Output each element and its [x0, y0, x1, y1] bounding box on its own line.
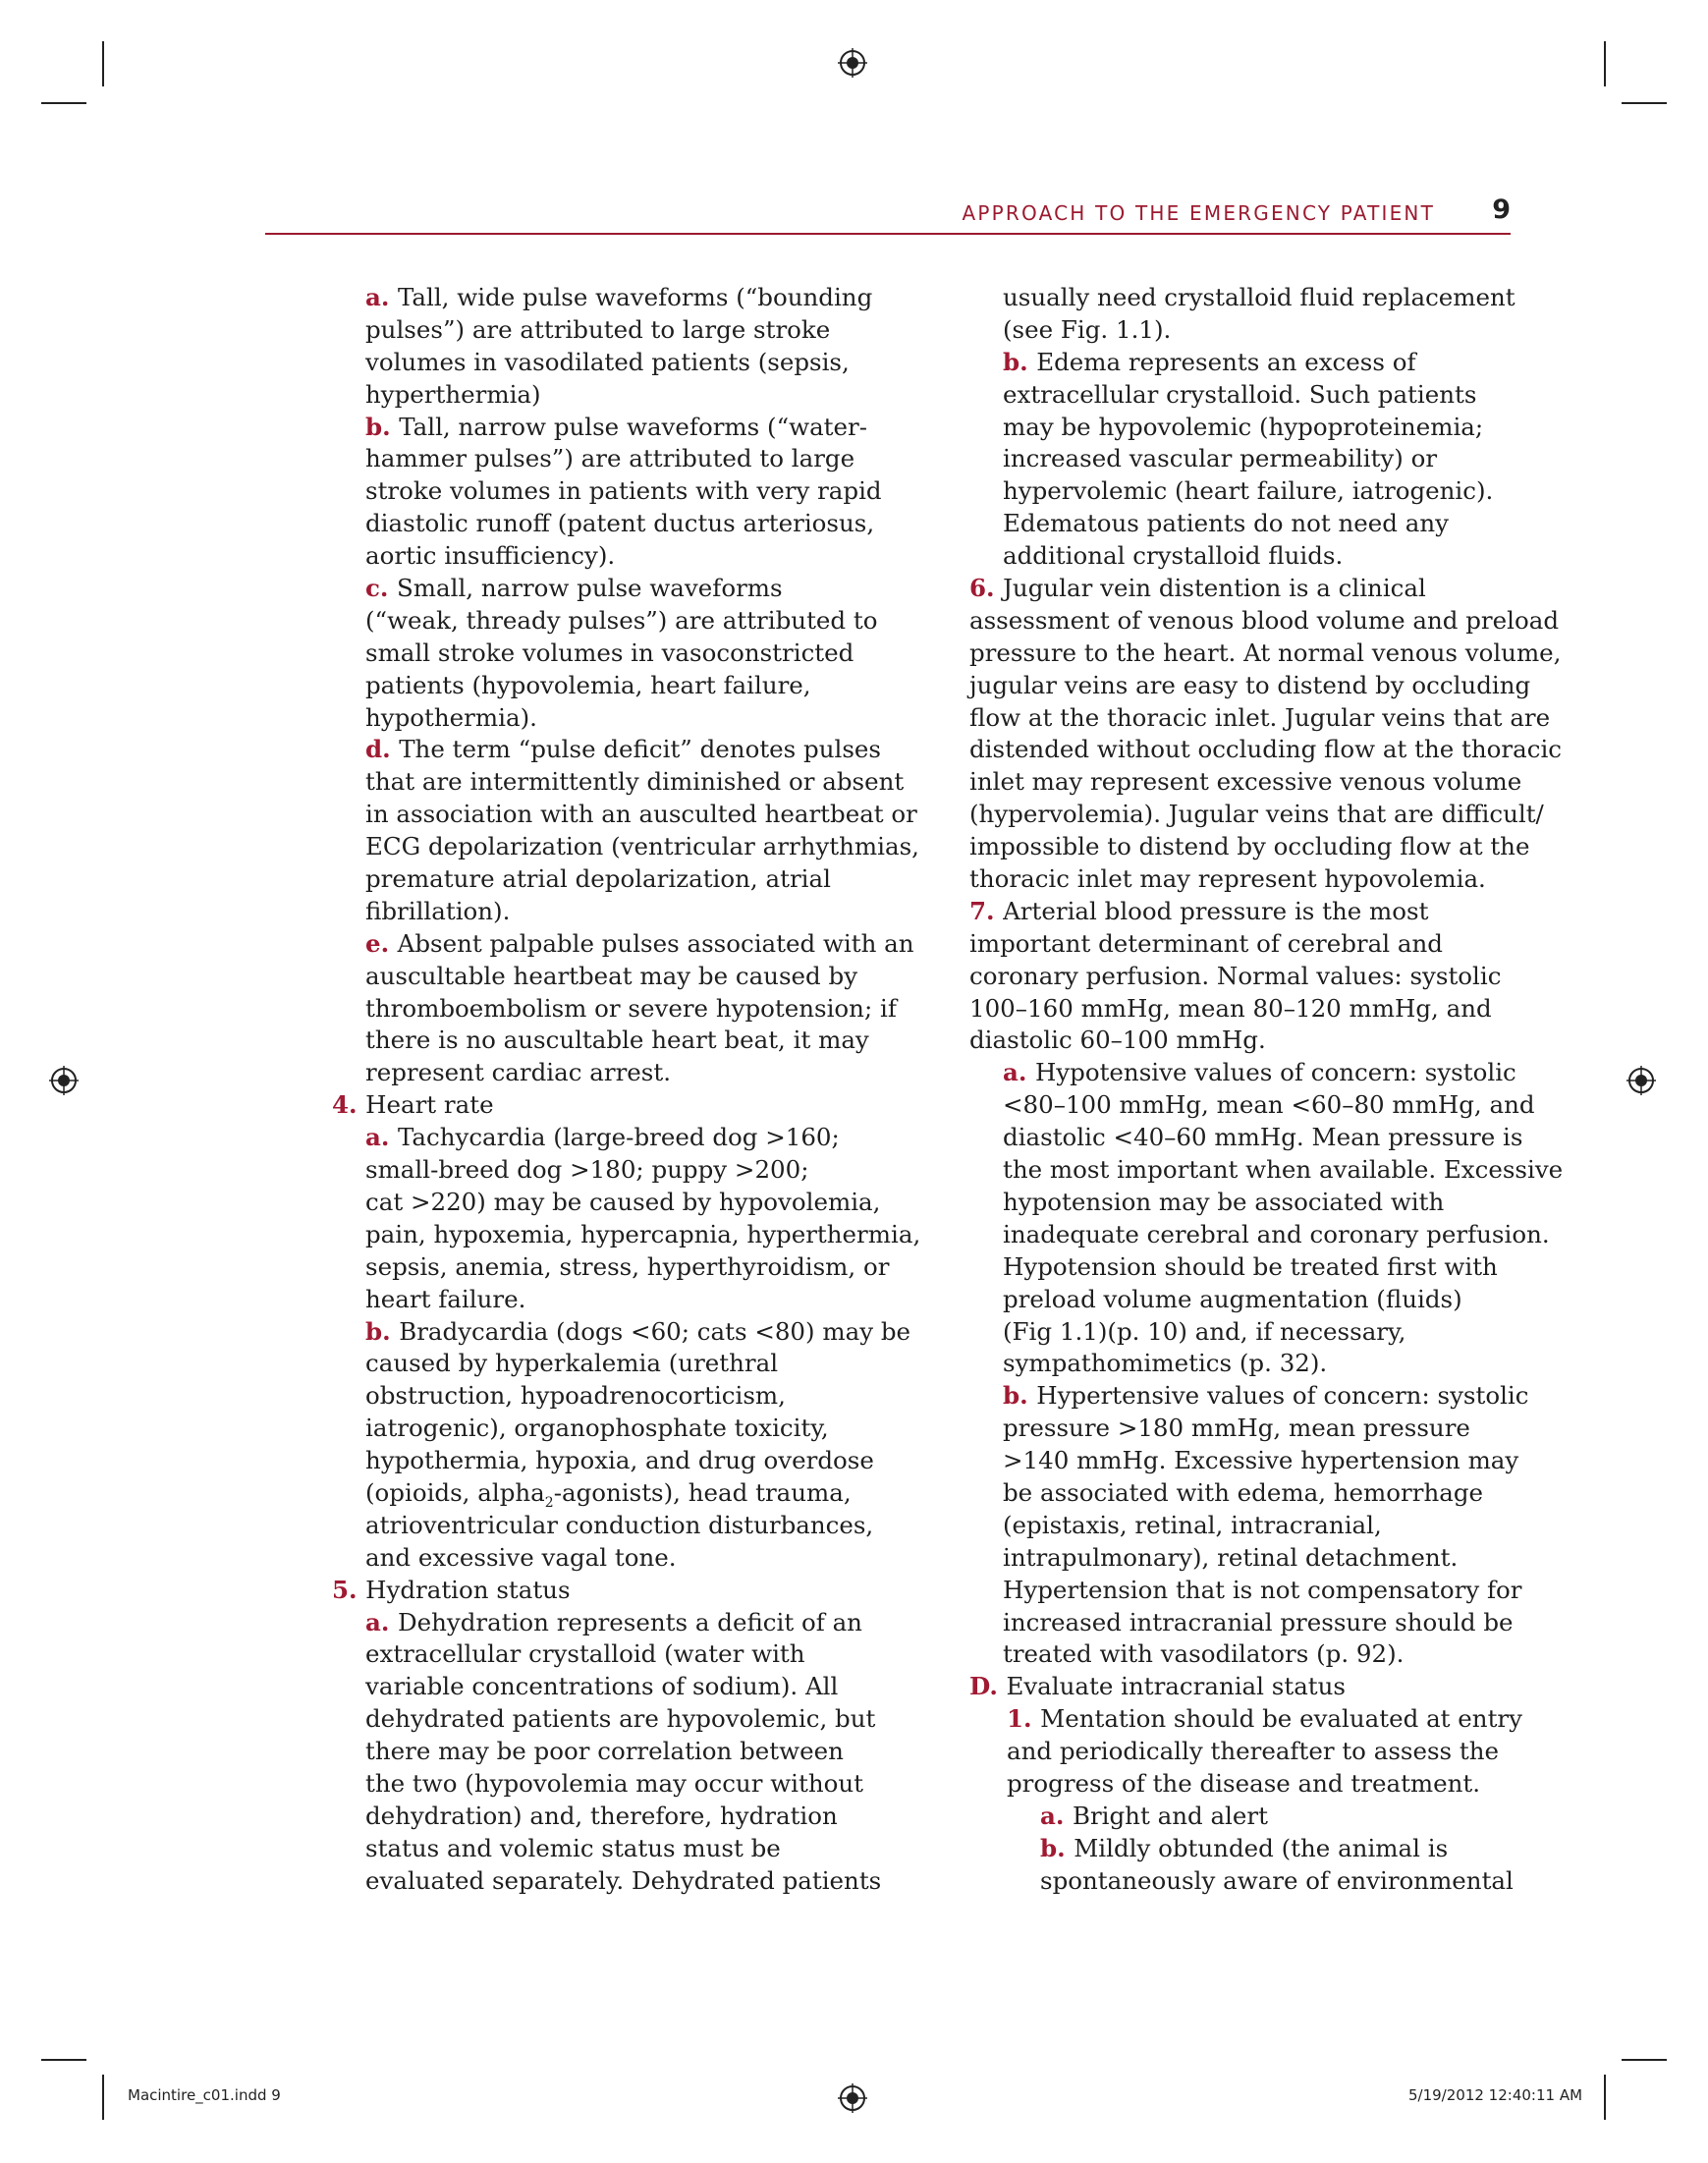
line-text: Hypotension should be treated first with [1003, 1251, 1498, 1281]
text-line [332, 1187, 920, 1219]
line-text: distended without occluding flow at the thoracic [969, 735, 1563, 764]
text-line [332, 1348, 920, 1380]
line-text: Bright and alert [1072, 1801, 1268, 1830]
right-column [969, 282, 1563, 1898]
line-text: be associated with edema, hemorrhage [1003, 1477, 1484, 1507]
crop-mark [102, 41, 104, 86]
list-label: a. [1040, 1801, 1073, 1830]
line-text: small-breed dog >180; puppy >200; [365, 1155, 809, 1185]
text-line [332, 702, 920, 735]
text-line [969, 1284, 1563, 1316]
line-text: Mentation should be evaluated at entry [1040, 1704, 1522, 1734]
line-text: premature atrial depolarization, atrial [365, 864, 831, 894]
text-line [332, 1284, 920, 1316]
list-label: b. [1040, 1833, 1074, 1862]
line-text: pulses”) are attributed to large stroke [365, 314, 831, 344]
line-text: the most important when available. Excessive [1003, 1155, 1564, 1185]
line-text: thromboembolism or severe hypotension; if [365, 993, 897, 1023]
registration-mark-icon [838, 48, 867, 78]
line-text: Tall, wide pulse waveforms (“bounding [397, 283, 873, 311]
line-text: jugular veins are easy to distend by occluding [969, 670, 1531, 699]
text-line [332, 1445, 920, 1477]
text-line [969, 1703, 1563, 1736]
line-text: Tall, narrow pulse waveforms (“water- [399, 412, 868, 441]
text-line [969, 540, 1563, 573]
line-text: stroke volumes in patients with very rapid [365, 476, 882, 506]
crop-mark [41, 102, 86, 104]
text-line [969, 1801, 1563, 1833]
text-line [332, 605, 920, 638]
text-line [332, 1477, 920, 1510]
line-text: Hypertension that is not compensatory for [1003, 1575, 1522, 1604]
text-line [969, 670, 1563, 702]
list-label: c. [365, 574, 397, 603]
crop-mark [1604, 2075, 1606, 2120]
text-line [969, 1445, 1563, 1477]
text-line [332, 1089, 920, 1122]
line-text: Absent palpable pulses associated with an [397, 928, 914, 958]
text-line [332, 1219, 920, 1251]
crop-mark [1622, 102, 1667, 104]
line-text: increased vascular permeability) or [1003, 444, 1438, 473]
text-line [969, 638, 1563, 670]
line-text: diastolic <40–60 mmHg. Mean pressure is [1003, 1123, 1523, 1152]
line-text: (“weak, thready pulses”) are attributed to [365, 605, 878, 635]
line-text: (Fig 1.1)(p. 10) and, if necessary, [1003, 1316, 1406, 1346]
crop-mark [1604, 41, 1606, 86]
line-text: -agonists), head trauma, [553, 1477, 852, 1507]
text-line [332, 1542, 920, 1575]
text-line [969, 1542, 1563, 1575]
crop-mark [1622, 2059, 1667, 2061]
line-text: hypervolemic (heart failure, iatrogenic). [1003, 476, 1494, 506]
text-line [332, 1025, 920, 1057]
text-line [969, 1089, 1563, 1122]
list-label: 1. [1007, 1704, 1041, 1734]
text-line [969, 314, 1563, 347]
text-line [969, 1154, 1563, 1187]
text-line [969, 1736, 1563, 1768]
line-text: pressure to the heart. At normal venous volume, [969, 638, 1562, 667]
line-text: hammer pulses”) are attributed to large [365, 444, 855, 473]
list-label: D. [969, 1672, 1007, 1701]
line-text: preload volume augmentation (fluids) [1003, 1284, 1462, 1313]
line-text: caused by hyperkalemia (urethral [365, 1349, 779, 1378]
text-line [969, 1316, 1563, 1349]
line-text: variable concentrations of sodium). All [365, 1672, 839, 1701]
line-text: impossible to distend by occluding flow at the [969, 832, 1530, 861]
line-text: Hydration status [365, 1575, 571, 1604]
text-line [969, 702, 1563, 735]
text-line [969, 347, 1563, 379]
line-text: dehydrated patients are hypovolemic, but [365, 1704, 876, 1734]
text-line [332, 1801, 920, 1833]
text-line [332, 540, 920, 573]
line-text: intrapulmonary), retinal detachment. [1003, 1542, 1459, 1572]
line-text: atrioventricular conduction disturbances, [365, 1510, 874, 1539]
text-line [332, 475, 920, 508]
line-text: Dehydration represents a deficit of an [397, 1607, 862, 1636]
list-label: a. [365, 1607, 398, 1636]
line-text: the two (hypovolemia may occur without [365, 1768, 864, 1798]
line-text: (see Fig. 1.1). [1003, 314, 1172, 344]
text-line [969, 896, 1563, 928]
text-line [969, 1833, 1563, 1865]
text-line [332, 314, 920, 347]
text-line [969, 1477, 1563, 1510]
text-line [332, 1413, 920, 1445]
text-line [969, 766, 1563, 799]
line-text: pain, hypoxemia, hypercapnia, hyperthermia, [365, 1219, 921, 1248]
text-line [969, 379, 1563, 412]
line-text: spontaneously aware of environmental [1040, 1865, 1514, 1895]
line-text: treated with vasodilators (p. 92). [1003, 1639, 1405, 1669]
text-line [969, 573, 1563, 605]
line-text: iatrogenic), organophosphate toxicity, [365, 1414, 829, 1443]
list-label: d. [365, 735, 400, 764]
text-line [332, 896, 920, 928]
text-line [969, 1671, 1563, 1703]
line-text: (epistaxis, retinal, intracranial, [1003, 1510, 1382, 1539]
text-line [969, 282, 1563, 314]
line-text: there may be poor correlation between [365, 1737, 844, 1766]
line-text: and excessive vagal tone. [365, 1542, 677, 1572]
text-line [969, 1380, 1563, 1413]
line-text: usually need crystalloid fluid replacement [1003, 283, 1515, 311]
text-line [332, 1768, 920, 1801]
line-text: inlet may represent excessive venous volume [969, 767, 1522, 797]
line-text: volumes in vasodilated patients (sepsis, [365, 347, 850, 376]
text-line [969, 1219, 1563, 1251]
text-line [969, 605, 1563, 638]
line-text: increased intracranial pressure should be [1003, 1607, 1514, 1636]
running-head-title: APPROACH TO THE EMERGENCY PATIENT [962, 201, 1435, 225]
line-text: small stroke volumes in vasoconstricted [365, 638, 854, 667]
line-text: pressure >180 mmHg, mean pressure [1003, 1414, 1470, 1443]
list-label: a. [365, 1123, 398, 1152]
line-text: The term “pulse deficit” denotes pulses [399, 735, 881, 764]
footer-timestamp: 5/19/2012 12:40:11 AM [1408, 2086, 1583, 2104]
text-line [332, 1316, 920, 1349]
text-line [332, 1671, 920, 1703]
line-text: heart failure. [365, 1284, 526, 1313]
line-text: Arterial blood pressure is the most [1003, 896, 1429, 925]
line-text: cat >220) may be caused by hypovolemia, [365, 1187, 881, 1216]
text-line [969, 1413, 1563, 1445]
text-line [969, 1187, 1563, 1219]
line-text: (opioids, alpha [365, 1477, 545, 1507]
text-line [969, 1025, 1563, 1057]
crop-mark [41, 2059, 86, 2061]
line-text: and periodically thereafter to assess the [1007, 1737, 1500, 1766]
text-line [969, 1865, 1563, 1898]
line-text: Mildly obtunded (the animal is [1074, 1833, 1449, 1862]
list-label: 6. [969, 574, 1004, 603]
line-text: evaluated separately. Dehydrated patients [365, 1865, 882, 1895]
crop-mark [102, 2075, 104, 2120]
text-line [969, 1348, 1563, 1380]
line-text: aortic insufficiency). [365, 541, 616, 571]
list-label: b. [365, 412, 400, 441]
text-line [969, 508, 1563, 540]
line-text: ECG depolarization (ventricular arrhythmias, [365, 832, 919, 861]
text-line [969, 993, 1563, 1026]
text-line [332, 1736, 920, 1768]
page-number: 9 [1492, 194, 1511, 225]
text-line [332, 670, 920, 702]
registration-mark-icon [49, 1066, 79, 1095]
text-line [969, 1057, 1563, 1089]
list-label: b. [365, 1316, 400, 1346]
text-line [969, 1607, 1563, 1639]
list-label: b. [1003, 1381, 1037, 1411]
line-text: progress of the disease and treatment. [1007, 1768, 1481, 1798]
line-text: additional crystalloid fluids. [1003, 541, 1344, 571]
list-label: b. [1003, 347, 1037, 376]
text-line [332, 573, 920, 605]
line-text: sepsis, anemia, stress, hyperthyroidism, or [365, 1251, 890, 1281]
text-line [969, 443, 1563, 475]
text-line [332, 831, 920, 863]
list-label: 5. [332, 1575, 366, 1604]
registration-mark-icon [1626, 1066, 1656, 1095]
line-text: sympathomimetics (p. 32). [1003, 1349, 1328, 1378]
list-label: a. [365, 283, 398, 311]
line-text: Heart rate [365, 1090, 494, 1120]
line-text: status and volemic status must be [365, 1833, 781, 1862]
text-line [332, 863, 920, 896]
line-text: extracellular crystalloid. Such patients [1003, 379, 1477, 409]
text-line [332, 734, 920, 766]
line-text: coronary perfusion. Normal values: systolic [969, 961, 1502, 990]
line-text: inadequate cerebral and coronary perfusion. [1003, 1219, 1550, 1248]
text-line [969, 1251, 1563, 1284]
line-text: Hypertensive values of concern: systolic [1036, 1381, 1529, 1411]
text-line [332, 1833, 920, 1865]
text-line [332, 1575, 920, 1607]
line-text: (hypervolemia). Jugular veins that are difficult/ [969, 800, 1544, 829]
line-text: flow at the thoracic inlet. Jugular veins that are [969, 702, 1551, 732]
text-line [332, 1251, 920, 1284]
list-label: e. [365, 928, 398, 958]
text-line [332, 1380, 920, 1413]
text-line [969, 1122, 1563, 1154]
registration-mark-icon [838, 2083, 867, 2113]
line-text: assessment of venous blood volume and preload [969, 605, 1559, 635]
line-text: thoracic inlet may represent hypovolemia. [969, 864, 1486, 894]
line-text: Small, narrow pulse waveforms [396, 574, 783, 603]
line-text: patients (hypovolemia, heart failure, [365, 670, 811, 699]
line-text: dehydration) and, therefore, hydration [365, 1801, 838, 1830]
line-text: >140 mmHg. Excessive hypertension may [1003, 1446, 1519, 1475]
running-head [265, 194, 1511, 235]
text-line [969, 799, 1563, 831]
text-line [969, 412, 1563, 444]
text-line [969, 928, 1563, 961]
text-line [332, 1607, 920, 1639]
text-line [332, 443, 920, 475]
text-line [332, 1510, 920, 1542]
text-line [332, 928, 920, 961]
text-line [969, 961, 1563, 993]
text-line [332, 766, 920, 799]
line-text: diastolic runoff (patent ductus arteriosus, [365, 509, 875, 538]
subscript: 2 [544, 1494, 554, 1511]
line-text: Evaluate intracranial status [1006, 1672, 1347, 1701]
text-line [332, 1122, 920, 1154]
text-line [969, 1575, 1563, 1607]
line-text: Edematous patients do not need any [1003, 509, 1449, 538]
text-line [969, 1510, 1563, 1542]
list-label: 7. [969, 896, 1004, 925]
line-text: hyperthermia) [365, 379, 541, 409]
text-line [332, 282, 920, 314]
text-line [332, 1057, 920, 1089]
line-text: may be hypovolemic (hypoproteinemia; [1003, 412, 1484, 441]
text-line [332, 993, 920, 1026]
line-text: Edema represents an excess of [1036, 347, 1416, 376]
list-label: 4. [332, 1090, 366, 1120]
left-column [332, 282, 920, 1898]
text-line [969, 734, 1563, 766]
text-line [332, 638, 920, 670]
line-text: hypothermia, hypoxia, and drug overdose [365, 1446, 874, 1475]
list-label: a. [1003, 1058, 1035, 1087]
line-text: fibrillation). [365, 896, 511, 925]
footer-file: Macintire_c01.indd 9 [128, 2086, 281, 2104]
text-line [332, 412, 920, 444]
text-line [969, 831, 1563, 863]
line-text: represent cardiac arrest. [365, 1058, 671, 1087]
line-text: diastolic 60–100 mmHg. [969, 1026, 1266, 1055]
line-text: hypotension may be associated with [1003, 1187, 1445, 1216]
text-line [332, 1865, 920, 1898]
text-line [332, 1154, 920, 1187]
line-text: Tachycardia (large-breed dog >160; [397, 1123, 840, 1152]
text-line [969, 475, 1563, 508]
line-text: Hypotensive values of concern: systolic [1034, 1058, 1516, 1087]
text-line [332, 1703, 920, 1736]
line-text: Jugular vein distention is a clinical [1003, 574, 1426, 603]
line-text: Bradycardia (dogs <60; cats <80) may be [399, 1316, 911, 1346]
line-text: that are intermittently diminished or absent [365, 767, 905, 797]
line-text: there is no auscultable heart beat, it may [365, 1026, 869, 1055]
text-line [332, 508, 920, 540]
line-text: auscultable heartbeat may be caused by [365, 961, 858, 990]
line-text: hypothermia). [365, 702, 537, 732]
text-line [332, 1638, 920, 1671]
text-line [332, 961, 920, 993]
text-line [969, 863, 1563, 896]
text-line [969, 1638, 1563, 1671]
line-text: in association with an ausculted heartbeat or [365, 800, 917, 829]
text-line [969, 1768, 1563, 1801]
line-text: <80–100 mmHg, mean <60–80 mmHg, and [1003, 1090, 1535, 1120]
line-text: important determinant of cerebral and [969, 928, 1443, 958]
line-text: extracellular crystalloid (water with [365, 1639, 805, 1669]
text-line [332, 379, 920, 412]
text-line [332, 799, 920, 831]
line-text: obstruction, hypoadrenocorticism, [365, 1381, 786, 1411]
text-line [332, 347, 920, 379]
line-text: 100–160 mmHg, mean 80–120 mmHg, and [969, 993, 1492, 1023]
